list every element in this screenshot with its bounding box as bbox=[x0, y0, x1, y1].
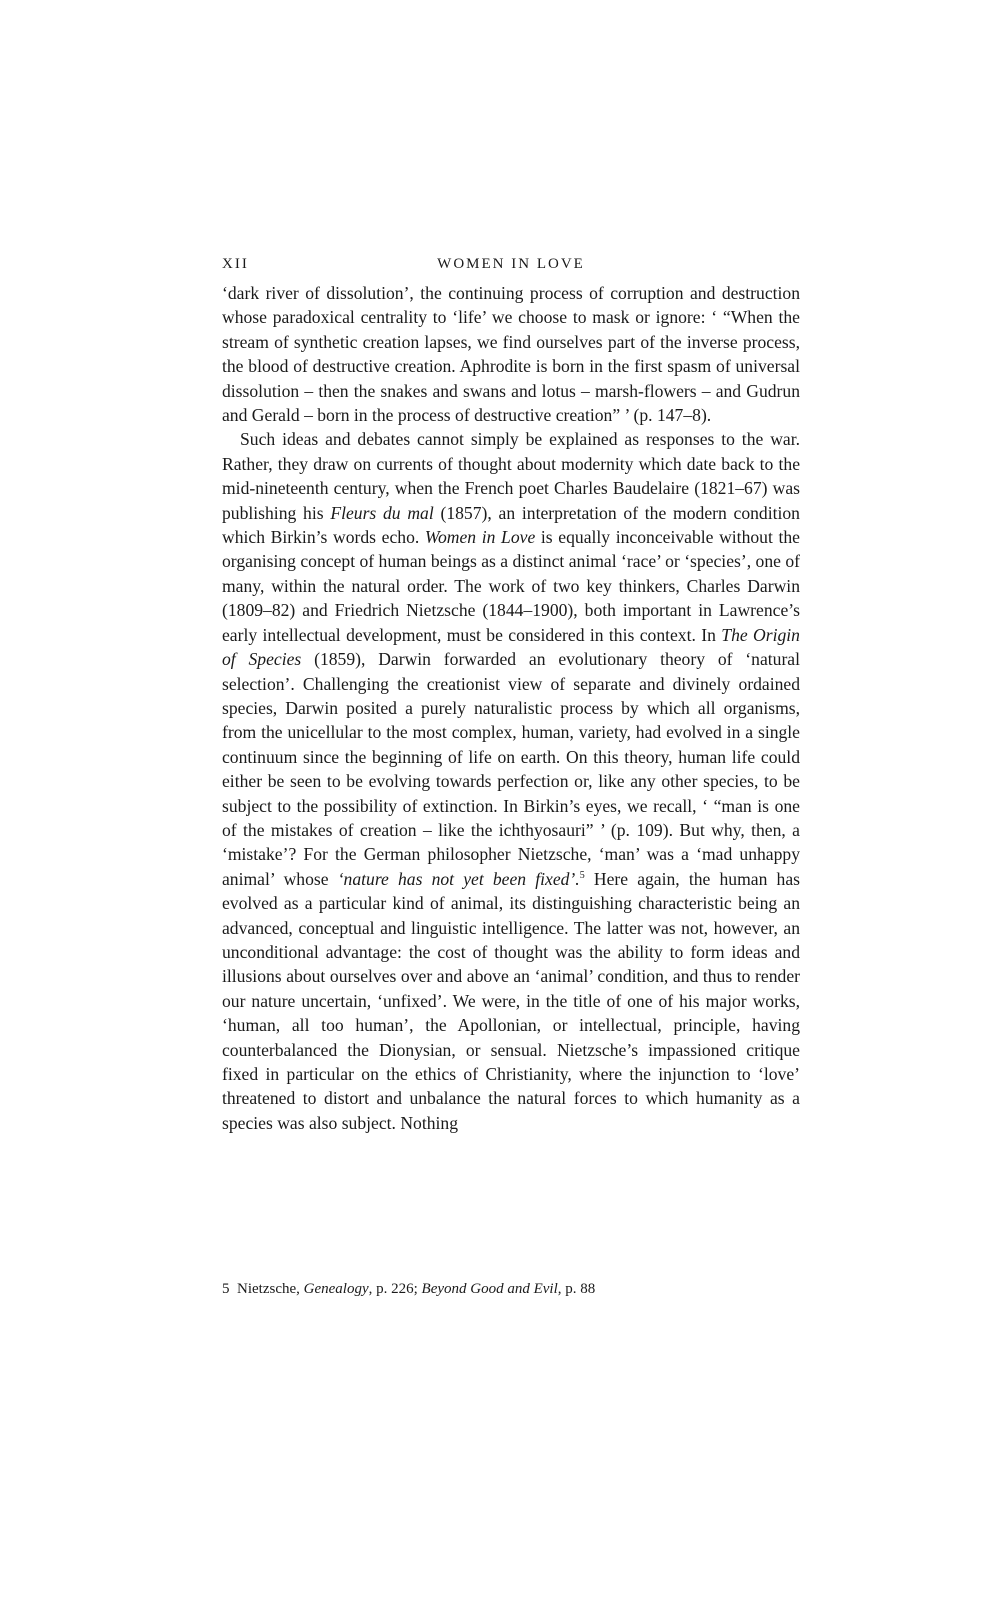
page-number: XII bbox=[222, 256, 249, 272]
footnote-ref-1: , p. 226; bbox=[368, 1281, 418, 1297]
paragraph-2-text-2: (1857), an interpretation of the modern condition which Birkin’s words echo. bbox=[222, 502, 800, 548]
footnote-author: Nietzsche, bbox=[237, 1281, 300, 1297]
title-origin-of-species: The Origin of Species bbox=[222, 624, 800, 670]
footnote-title-beyond-good-and-evil: Beyond Good and Evil bbox=[421, 1281, 558, 1297]
paragraph-2-text-3: is equally inconceivable without the organising concept of human beings as a distinct animal ‘race’ or ‘species’, one of many, within the natural order. The work of two key thinkers, Charles Darwin (1809–82) and Friedrich Nietzsche (1844–1900), both important in Lawrence’s early intellectual development, must be considered in this context. In bbox=[222, 527, 800, 645]
footnote-title-genealogy: Genealogy bbox=[303, 1281, 369, 1297]
paragraph-1: ‘dark river of dissolution’, the continuing process of corruption and destruction whose paradoxical centrality to ‘life’ we choose to mask or ignore: ‘ “When the stream of synthetic creation lapses, we find ourselves part of the inverse process, the blood of destructive creation. Aphrodite is born in the first spasm of universal dissolution – then the snakes and swans and lotus – marsh-flowers – and Gudrun and Gerald – born in the process of destructive creation” ’ (p. 147–8). bbox=[222, 283, 800, 426]
main-text bbox=[222, 281, 800, 1135]
running-title: WOMEN IN LOVE bbox=[437, 256, 585, 272]
paragraph-2-text-1: Such ideas and debates cannot simply be explained as responses to the war. Rather, they draw on currents of thought about modernity which date back to the mid-nineteenth century, when the French poet Charles Baudelaire (1821–67) was publishing his bbox=[222, 429, 800, 523]
title-women-in-love: Women in Love bbox=[424, 527, 536, 548]
running-header bbox=[222, 256, 800, 278]
footnote bbox=[222, 1279, 800, 1299]
paragraph-2 bbox=[222, 427, 800, 1135]
title-fleurs-du-mal: Fleurs du mal bbox=[330, 502, 434, 523]
nietzsche-quote: ‘nature has not yet been fixed’. bbox=[337, 868, 580, 889]
paragraph-2-text-5: Here again, the human has evolved as a particular kind of animal, its distinguishing characteristic being an advanced, conceptual and linguistic intelligence. The latter was not, however, an unconditional advantage: the cost of thought was the ability to form ideas and illusions about ourselves over and above an ‘animal’ condition, and thus to render our nature uncertain, ‘unfixed’. We were, in the title of one of his major works, ‘human, all too human’, the Apollonian, or intellectual, principle, having counterbalanced the Dionysian, or sensual. Nietzsche’s impassioned critique fixed in particular on the ethics of Christianity, where the injunction to ‘love’ threatened to distort and unbalance the natural forces to which humanity as a species was also subject. Nothing bbox=[222, 868, 800, 1133]
paragraph-2-text-4: (1859), Darwin forwarded an evolutionary theory of ‘natural selection’. Challenging the creationist view of separate and divinely ordained species, Darwin posited a purely naturalistic process by which all organisms, from the unicellular to the most complex, human, variety, had evolved in a single continuum since the beginning of life on earth. On this theory, human life could either be seen to be evolving towards perfection or, like any other species, to be subject to the possibility of extinction. In Birkin’s eyes, we recall, ‘ “man is one of the mistakes of creation – like the ichthyosauri” ’ (p. 109). But why, then, a ‘mistake’? For the German philosopher Nietzsche, ‘man’ was a ‘mad unhappy animal’ whose bbox=[222, 649, 801, 889]
footnote-ref-2: , p. 88 bbox=[557, 1281, 596, 1297]
footnote-number: 5 bbox=[222, 1281, 230, 1297]
footnote-reference[interactable]: 5 bbox=[579, 869, 585, 881]
